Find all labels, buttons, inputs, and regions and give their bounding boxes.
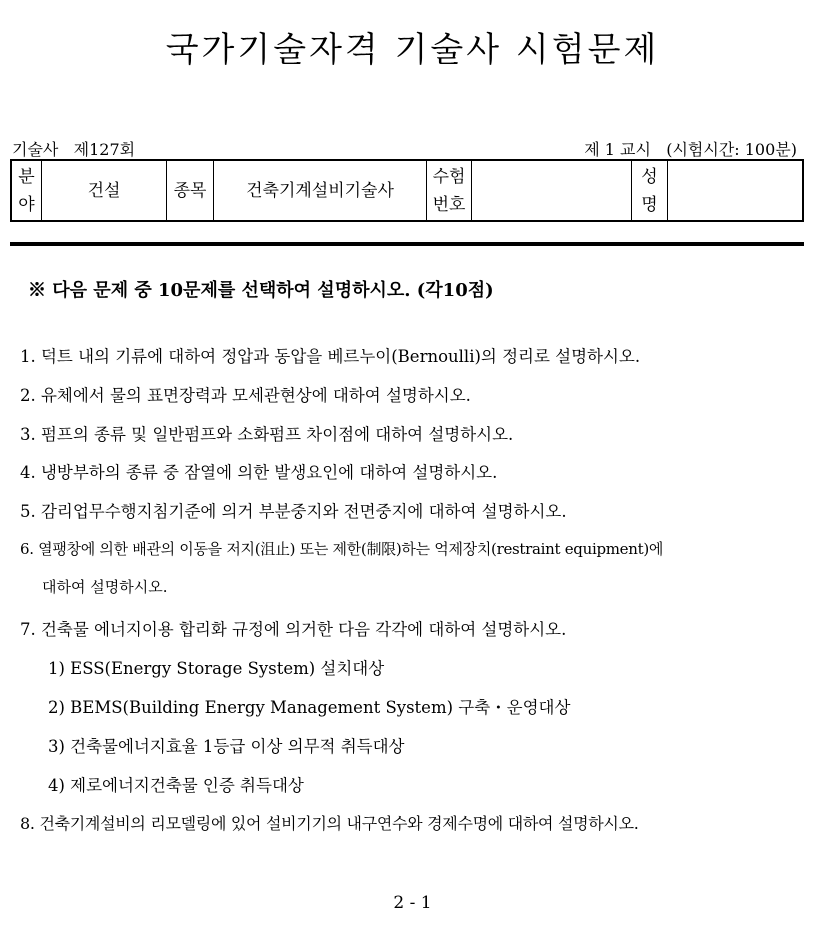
instruction: ※ 다음 문제 중 10문제를 선택하여 설명하시오. (각10점) (28, 280, 494, 301)
question-3: 3. 펌프의 종류 및 일반펌프와 소화펌프 차이점에 대하여 설명하시오. (20, 425, 514, 444)
exam-no-field[interactable] (472, 160, 632, 221)
question-5: 5. 감리업무수행지침기준에 의거 부분중지와 전면중지에 대하여 설명하시오. (20, 502, 567, 521)
page-number: 2 - 1 (393, 893, 432, 913)
exam-session: 제 1 교시 (시험시간: 100분) (584, 140, 797, 159)
field-label-line1: 분 (18, 166, 35, 187)
question-6-continued: 대하여 설명하시오. (42, 578, 168, 596)
page-title: 국가기술자격 기술사 시험문제 (165, 30, 660, 70)
header-table (10, 159, 804, 222)
name-label-line1: 성 (641, 166, 658, 187)
exam-no-label (427, 160, 472, 221)
exam-no-label-line1: 수험 (432, 166, 466, 187)
exam-no-label-line2: 번호 (432, 194, 466, 215)
field-label (11, 160, 42, 221)
field-label-line2: 야 (18, 194, 35, 215)
question-7-sub-4: 4) 제로에너지건축물 인증 취득대상 (48, 776, 304, 795)
exam-round: 기술사 제127회 (12, 140, 136, 159)
question-8: 8. 건축기계설비의 리모델링에 있어 설비기기의 내구연수와 경제수명에 대하여 설명하시오. (20, 814, 639, 833)
name-label (632, 160, 668, 221)
question-6: 6. 열팽창에 의한 배관의 이동을 저지(沮止) 또는 제한(制限)하는 억제장치(restraint equipment)에 (20, 540, 664, 558)
question-4: 4. 냉방부하의 종류 중 잠열에 의한 발생요인에 대하여 설명하시오. (20, 463, 498, 482)
question-7-sub-1: 1) ESS(Energy Storage System) 설치대상 (48, 659, 385, 678)
item-value: 건축기계설비기술사 (214, 160, 427, 221)
question-7: 7. 건축물 에너지이용 합리화 규정에 의거한 다음 각각에 대하여 설명하시오. (20, 620, 567, 639)
question-7-sub-2: 2) BEMS(Building Energy Management System) 구축・운영대상 (48, 698, 571, 717)
divider (10, 242, 804, 246)
question-2: 2. 유체에서 물의 표면장력과 모세관현상에 대하여 설명하시오. (20, 386, 471, 405)
question-7-sub-3: 3) 건축물에너지효율 1등급 이상 의무적 취득대상 (48, 737, 405, 756)
name-field[interactable] (668, 160, 804, 221)
name-label-line2: 명 (641, 194, 658, 215)
question-1: 1. 덕트 내의 기류에 대하여 정압과 동압을 베르누이(Bernoulli)의 정리로 설명하시오. (20, 347, 641, 366)
field-value: 건설 (42, 160, 167, 221)
item-label: 종목 (167, 160, 214, 221)
